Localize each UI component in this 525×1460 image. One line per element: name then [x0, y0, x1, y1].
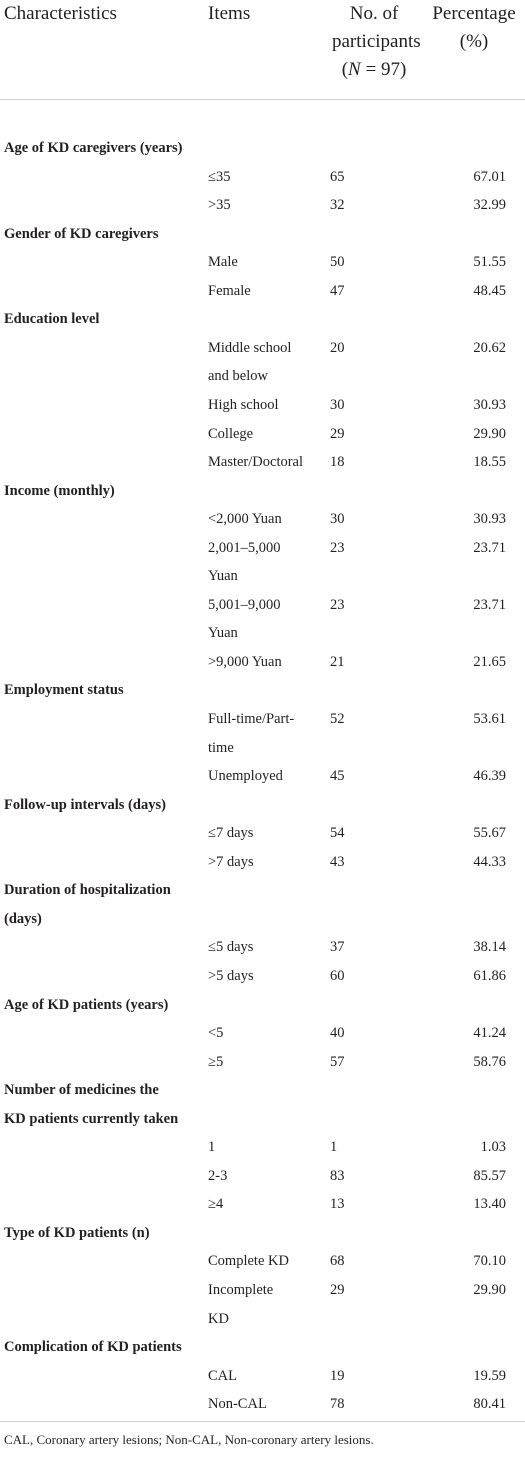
table-row [0, 876, 525, 904]
row-item: KD [208, 1310, 229, 1327]
row-percentage: 1.03 [480, 1139, 506, 1156]
row-participants: 30 [330, 511, 345, 528]
row-item: Full-time/Part- [208, 711, 295, 727]
row-percentage: 55.67 [473, 825, 506, 842]
row-category: Employment status [4, 682, 124, 699]
table-row [0, 705, 525, 733]
table-row [0, 1247, 525, 1275]
row-percentage: 29.90 [473, 1282, 506, 1298]
table-row [0, 1133, 525, 1161]
row-item: Non-CAL [208, 1396, 267, 1413]
table-row [0, 619, 525, 647]
header-participants-line2: participants [332, 31, 421, 52]
footnote-text: CAL, Coronary artery lesions; Non-CAL, Non-coronary artery lesions. [4, 1432, 374, 1447]
row-category: Gender of KD caregivers [4, 225, 159, 242]
row-percentage: 32.99 [473, 197, 506, 214]
row-percentage: 70.10 [473, 1253, 506, 1270]
row-percentage: 67.01 [473, 168, 506, 185]
table-row [0, 848, 525, 876]
table-row [0, 134, 525, 162]
row-percentage: 29.90 [473, 425, 506, 442]
row-category: (days) [4, 910, 42, 927]
row-category: KD patients currently taken [4, 1110, 179, 1127]
row-percentage: 51.55 [473, 254, 506, 271]
row-percentage: 44.33 [473, 853, 506, 870]
row-item: Complete KD [208, 1253, 289, 1270]
table-row [0, 248, 525, 276]
table-row [0, 1305, 525, 1333]
table-row [0, 648, 525, 676]
row-participants: 13 [330, 1196, 345, 1213]
table-row [0, 534, 525, 562]
row-percentage: 20.62 [473, 339, 506, 356]
row-category: Number of medicines the [4, 1082, 159, 1099]
row-participants: 54 [330, 825, 345, 842]
row-participants: 45 [330, 768, 345, 785]
row-item: and below [208, 368, 268, 385]
row-item: ≤5 days [208, 939, 254, 956]
row-item: >7 days [208, 853, 254, 870]
row-percentage: 58.76 [473, 1053, 506, 1070]
row-item: 2,001–5,000 [208, 539, 281, 556]
header-percentage-line1: Percentage [432, 3, 516, 24]
row-participants: 30 [330, 396, 345, 413]
row-participants: 23 [330, 596, 345, 613]
row-category: Income (monthly) [4, 482, 115, 499]
row-item: College [208, 425, 254, 442]
row-participants: 1 [330, 1139, 338, 1156]
table-row [0, 362, 525, 390]
table-row [0, 1048, 525, 1076]
table-row [0, 420, 525, 448]
row-item: 5,001–9,000 [208, 596, 281, 613]
row-category: Duration of hospitalization [4, 882, 171, 899]
row-item: Unemployed [208, 768, 283, 785]
row-percentage: 30.93 [473, 396, 506, 413]
row-item: ≥4 [208, 1196, 224, 1213]
row-percentage: 21.65 [473, 653, 506, 670]
row-item: ≥5 [208, 1053, 224, 1070]
row-item: Male [208, 254, 238, 271]
table-row [0, 1076, 525, 1104]
header-characteristics: Characteristics [4, 3, 117, 24]
row-item: High school [208, 396, 279, 413]
table-row [0, 991, 525, 1019]
row-participants: 20 [330, 339, 345, 356]
table-row [0, 1362, 525, 1390]
table-row [0, 191, 525, 219]
table-row [0, 305, 525, 333]
row-percentage: 46.39 [473, 768, 506, 785]
table-row [0, 505, 525, 533]
row-item: <5 [208, 1025, 224, 1042]
table-footnote [0, 1421, 525, 1460]
row-item: Incomplete [208, 1282, 274, 1298]
table-row [0, 334, 525, 362]
table-row [0, 962, 525, 990]
row-percentage: 38.14 [473, 939, 506, 956]
row-participants: 29 [330, 425, 345, 442]
table-row [0, 791, 525, 819]
row-percentage: 48.45 [473, 282, 506, 299]
table-row [0, 734, 525, 762]
row-item: Middle school [208, 339, 292, 356]
row-item: Master/Doctoral [208, 454, 304, 471]
table-row [0, 448, 525, 476]
row-item: 1 [208, 1139, 216, 1156]
row-category: Age of KD caregivers (years) [4, 140, 183, 156]
row-item: ≤35 [208, 168, 231, 185]
row-item: time [208, 739, 234, 756]
row-item: ≤7 days [208, 825, 254, 842]
table-row [0, 1105, 525, 1133]
row-percentage: 53.61 [473, 711, 506, 727]
header-items: Items [208, 3, 251, 24]
row-percentage: 61.86 [473, 967, 506, 984]
row-participants: 18 [330, 454, 345, 471]
table-row [0, 163, 525, 191]
row-item: CAL [208, 1367, 237, 1384]
row-percentage: 13.40 [473, 1196, 506, 1213]
table-header [0, 0, 525, 100]
table-row [0, 220, 525, 248]
row-category: Age of KD patients (years) [4, 996, 169, 1013]
table-row [0, 477, 525, 505]
table-row [0, 933, 525, 961]
table-row [0, 1276, 525, 1304]
row-participants: 78 [330, 1396, 345, 1413]
row-category: Follow-up intervals (days) [4, 796, 166, 813]
row-percentage: 30.93 [473, 511, 506, 528]
table-row [0, 1190, 525, 1218]
row-item: Yuan [208, 625, 238, 642]
header-participants-line1: No. of [349, 3, 399, 24]
row-participants: 21 [330, 653, 345, 670]
header-participants-n: (N = 97) [341, 59, 407, 80]
header-percentage-line2: (%) [459, 31, 489, 52]
row-percentage: 23.71 [473, 539, 506, 556]
row-percentage: 23.71 [473, 596, 506, 613]
table-row [0, 819, 525, 847]
row-item: <2,000 Yuan [208, 511, 282, 528]
row-percentage: 80.41 [473, 1396, 506, 1413]
row-participants: 29 [330, 1282, 345, 1298]
row-item: >9,000 Yuan [208, 653, 282, 670]
row-category: Type of KD patients (n) [4, 1224, 150, 1241]
table-row [0, 1390, 525, 1418]
row-percentage: 19.59 [473, 1367, 506, 1384]
row-item: Yuan [208, 568, 238, 585]
row-participants: 43 [330, 853, 345, 870]
row-participants: 37 [330, 939, 345, 956]
row-participants: 57 [330, 1053, 345, 1070]
table-row [0, 277, 525, 305]
table-row [0, 1219, 525, 1247]
table-row [0, 905, 525, 933]
table-row [0, 391, 525, 419]
table-row [0, 591, 525, 619]
row-item: >5 days [208, 967, 254, 984]
table-row [0, 562, 525, 590]
row-participants: 50 [330, 254, 345, 271]
row-category: Education level [4, 311, 100, 328]
row-participants: 32 [330, 197, 345, 214]
table-row [0, 1333, 525, 1361]
row-participants: 60 [330, 967, 345, 984]
table-row [0, 676, 525, 704]
row-item: 2-3 [208, 1167, 228, 1184]
table-row [0, 1162, 525, 1190]
row-participants: 47 [330, 282, 345, 299]
row-item: Female [208, 282, 251, 299]
table-row [0, 762, 525, 790]
row-percentage: 18.55 [473, 454, 506, 471]
row-category: Complication of KD patients [4, 1339, 182, 1356]
row-participants: 52 [330, 711, 345, 727]
table-row [0, 1019, 525, 1047]
row-participants: 65 [330, 168, 345, 185]
row-item: >35 [208, 197, 231, 214]
row-participants: 68 [330, 1253, 345, 1270]
row-participants: 83 [330, 1167, 345, 1184]
row-percentage: 41.24 [473, 1025, 506, 1042]
row-participants: 40 [330, 1025, 345, 1042]
row-participants: 23 [330, 539, 345, 556]
row-participants: 19 [330, 1367, 345, 1384]
row-percentage: 85.57 [473, 1167, 506, 1184]
